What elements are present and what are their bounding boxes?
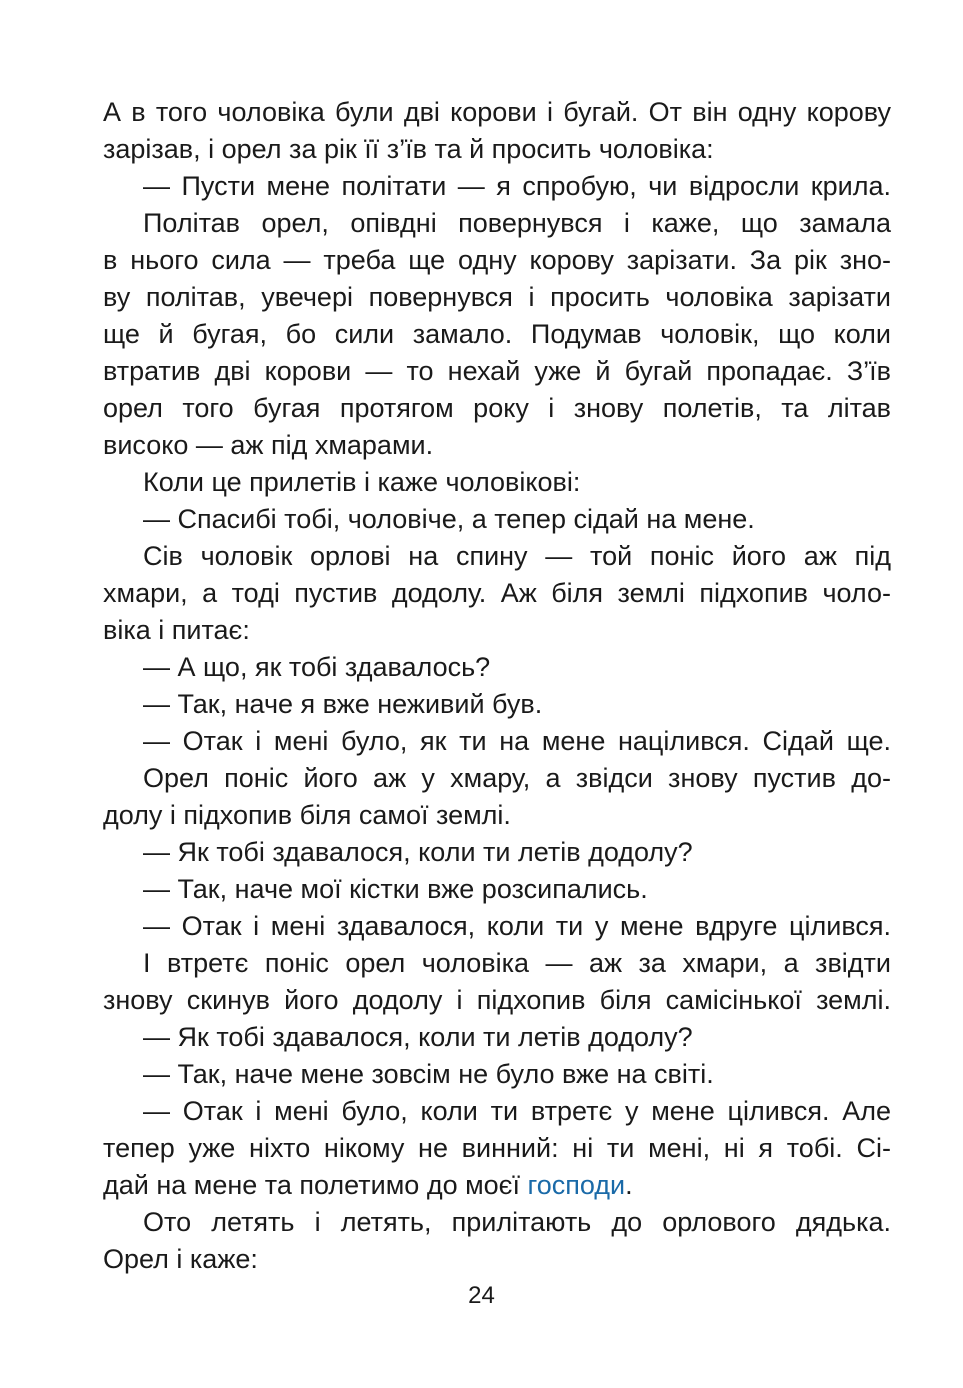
text-line-content: втратив дві корови — то нехай уже й бугай пропадає. З’їв (103, 356, 891, 386)
text-line (103, 464, 891, 501)
text-line-content: віка і питає: (103, 615, 250, 645)
text-line-content: ву політав, увечері повернувся і просить чоловіка зарізати (103, 282, 891, 312)
text-line-content: Ото летять і летять, прилітають до орлового дядька. (143, 1207, 891, 1237)
text-line (103, 94, 891, 131)
text-line-content: хмари, а тоді пустив додолу. Аж біля землі підхопив чоло- (103, 578, 891, 608)
text-line-content: знову скинув його додолу і підхопив біля самісінької землі. (103, 985, 891, 1015)
text-line (103, 982, 891, 1019)
text-line-content: — Так, наче мої кістки вже розсипались. (143, 874, 648, 904)
glossary-word: господи (527, 1170, 626, 1200)
text-line-content: ще й бугая, бо сили замало. Подумав чоловік, що коли (103, 319, 891, 349)
text-line-content: високо — аж під хмарами. (103, 430, 434, 460)
text-line (103, 1204, 891, 1241)
text-line-content: Орел і каже: (103, 1244, 258, 1274)
text-line-content: — Так, наче я вже неживий був. (143, 689, 543, 719)
text-line (103, 353, 891, 390)
text-line (103, 1019, 891, 1056)
text-line (103, 575, 891, 612)
text-line-content: — Як тобі здавалося, коли ти летів додолу? (143, 1022, 693, 1052)
text-line-content: — Спасибі тобі, чоловіче, а тепер сідай на мене. (143, 504, 755, 534)
text-line-content: дай на мене та полетимо до моєї (103, 1170, 528, 1200)
text-line (103, 797, 891, 834)
story-text (103, 94, 891, 1278)
text-line-content: долу і підхопив біля самої землі. (103, 800, 511, 830)
text-line (103, 1056, 891, 1093)
text-line-content: — Як тобі здавалося, коли ти летів додолу? (143, 837, 693, 867)
text-line-content: Коли це прилетів і каже чоловікові: (143, 467, 581, 497)
page-number: 24 (468, 1282, 495, 1309)
text-line (103, 427, 891, 464)
text-line (103, 538, 891, 575)
text-line (103, 1093, 891, 1130)
text-line-content: тепер уже ніхто нікому не винний: ні ти мені, ні я тобі. Сі- (103, 1133, 891, 1163)
text-line-content: — Отак і мені здавалося, коли ти у мене вдруге цілився. (143, 911, 891, 941)
text-line (103, 316, 891, 353)
text-line (103, 1130, 891, 1167)
text-line-content: А в того чоловіка були дві корови і бугай. От він одну корову (103, 97, 891, 127)
text-line (103, 390, 891, 427)
text-line-content: Орел поніс його аж у хмару, а звідси знову пустив до- (143, 763, 891, 793)
text-line (103, 205, 891, 242)
text-line (103, 168, 891, 205)
text-line-content: — Так, наче мене зовсім не було вже на світі. (143, 1059, 714, 1089)
text-line-content: — А що, як тобі здавалось? (143, 652, 491, 682)
text-line (103, 242, 891, 279)
text-line-content: Політав орел, опівдні повернувся і каже, що замала (143, 208, 891, 238)
text-line (103, 501, 891, 538)
text-line-tail: . (625, 1170, 633, 1200)
text-line (103, 686, 891, 723)
text-line (103, 908, 891, 945)
text-line (103, 871, 891, 908)
text-line-content: зарізав, і орел за рік її з’їв та й просить чоловіка: (103, 134, 714, 164)
text-line-content: Сів чоловік орлові на спину — той поніс його аж під (143, 541, 891, 571)
text-line-content: — Отак і мені було, коли ти втретє у мене цілився. Але (143, 1096, 891, 1126)
text-line-content: в нього сила — треба ще одну корову зарізати. За рік зно- (103, 245, 891, 275)
text-line (103, 279, 891, 316)
text-line-content: орел того бугая протягом року і знову полетів, та літав (103, 393, 891, 423)
text-line (103, 760, 891, 797)
text-line (103, 131, 891, 168)
text-line (103, 834, 891, 871)
text-line (103, 649, 891, 686)
text-line (103, 612, 891, 649)
text-line (103, 1241, 891, 1278)
text-line (103, 723, 891, 760)
text-line-content: — Отак і мені було, як ти на мене націлився. Сідай ще. (143, 726, 891, 756)
text-line-content: — Пусти мене політати — я спробую, чи відросли крила. (143, 171, 891, 201)
text-line-content: І втретє поніс орел чоловіка — аж за хмари, а звідти (143, 948, 891, 978)
text-line (103, 945, 891, 982)
text-line (103, 1167, 891, 1204)
